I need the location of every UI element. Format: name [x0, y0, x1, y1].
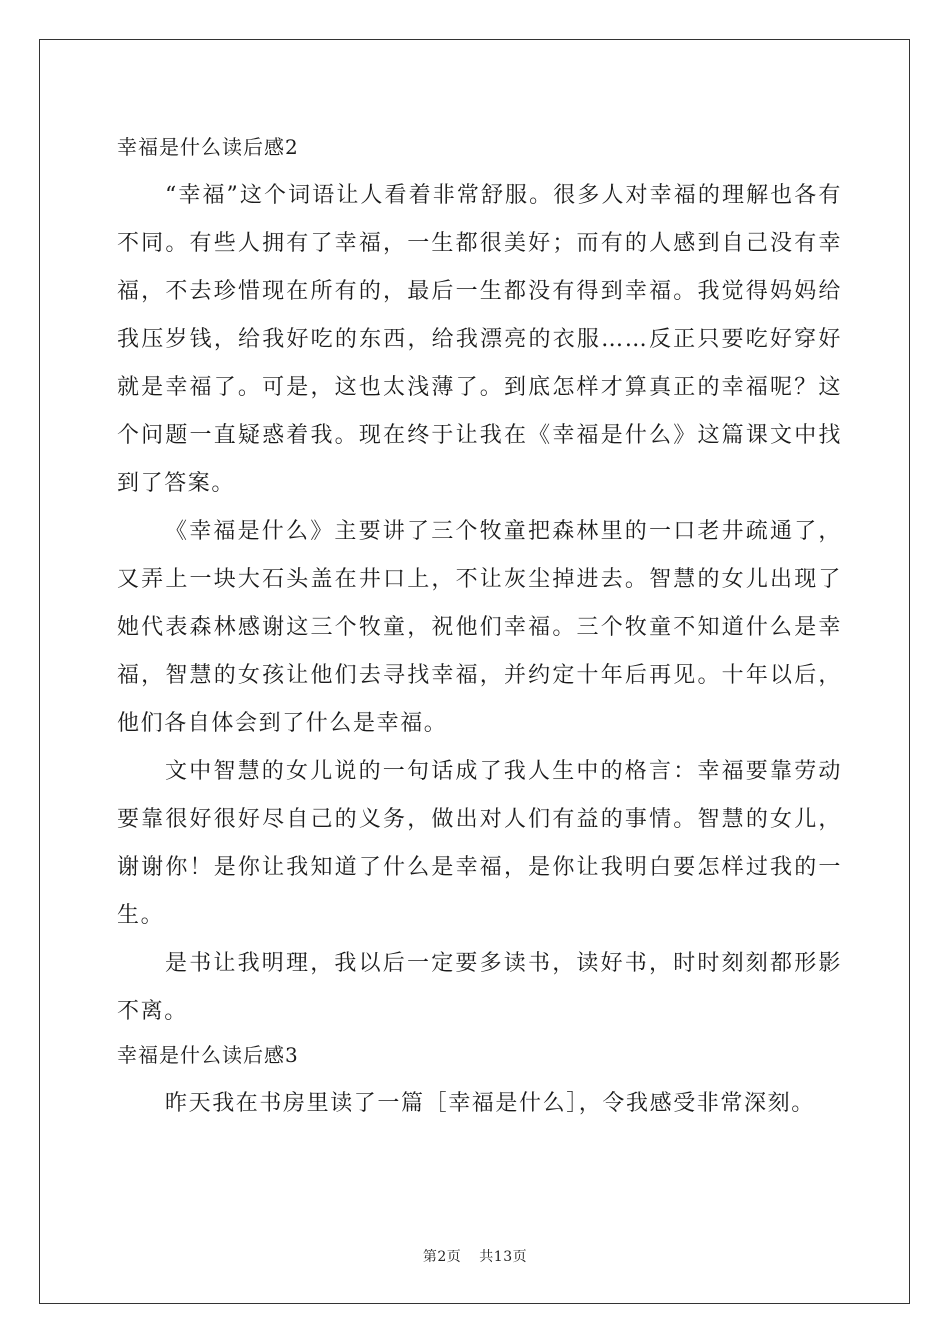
page-number: 第2页: [422, 1249, 462, 1265]
paragraph: “幸福”这个词语让人看着非常舒服。很多人对幸福的理解也各有不同。有些人拥有了幸福，一生都很美好；而有的人感到自己没有幸福，不去珍惜现在所有的，最后一生都没有得到幸福。我觉得妈妈给我压岁钱，给我好吃的东西，给我漂亮的衣服……反正只要吃好穿好就是幸福了。可是，这也太浅薄了。到底怎样才算真正的幸福呢？这个问题一直疑惑着我。现在终于让我在《幸福是什么》这篇课文中找到了答案。: [117, 183, 842, 496]
paragraph: 文中智慧的女儿说的一句话成了我人生中的格言：幸福要靠劳动要靠很好很好尽自己的义务，做出对人们有益的事情。智慧的女儿，谢谢你！是你让我知道了什么是幸福，是你让我明白要怎样过我的一生。: [117, 759, 842, 928]
page-total: 共13页: [479, 1249, 528, 1265]
section-heading: 幸福是什么读后感2: [117, 135, 299, 159]
paragraph: 昨天我在书房里读了一篇［幸福是什么］，令我感受非常深刻。: [165, 1091, 815, 1116]
page-footer: [0, 1246, 950, 1266]
paragraph: 《幸福是什么》主要讲了三个牧童把森林里的一口老井疏通了，又弄上一块大石头盖在井口上，不让灰尘掉进去。智慧的女儿出现了她代表森林感谢这三个牧童，祝他们幸福。三个牧童不知道什么是幸福，智慧的女孩让他们去寻找幸福，并约定十年后再见。十年以后，他们各自体会到了什么是幸福。: [117, 519, 842, 736]
document-body: [117, 128, 842, 1128]
section-heading: 幸福是什么读后感3: [117, 1043, 299, 1067]
paragraph: 是书让我明理，我以后一定要多读书，读好书，时时刻刻都形影不离。: [117, 951, 842, 1024]
